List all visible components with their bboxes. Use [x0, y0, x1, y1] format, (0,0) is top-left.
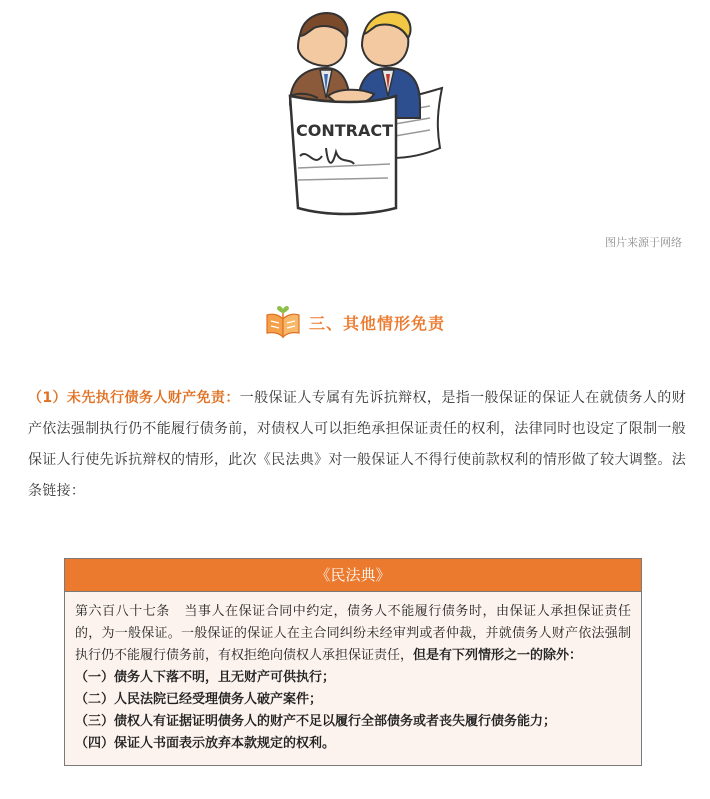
section-title-text: 三、其他情形免责: [308, 313, 445, 333]
article-text: 当事人在保证合同中约定，债务人不能履行债务时，由保证人承担保证责任的，为一般保证。一般保证的保证人在主合同纠纷未经审判或者仲裁，并就债务人财产依法强制执行仍不能履行债务前，有权拒绝向债权人承担保证责任，: [75, 604, 631, 663]
article-item-4: （四）保证人书面表示放弃本款规定的权利。: [75, 736, 336, 751]
article-item-1: （一）债务人下落不明，且无财产可供执行；: [75, 670, 336, 685]
law-citation-box: [64, 558, 642, 766]
contract-handshake-illustration: [270, 8, 450, 218]
article-item-3: （三）债权人有证据证明债务人的财产不足以履行全部债务或者丧失履行债务能力；: [75, 714, 557, 729]
paragraph-lead: （1）未先执行债务人财产免责：: [28, 390, 240, 406]
image-caption: 图片来源于网络: [605, 236, 682, 249]
open-book-icon: [265, 305, 301, 339]
article-item-2: （二）人民法院已经受理债务人破产案件；: [75, 692, 323, 707]
article-number: 第六百八十七条: [75, 604, 170, 619]
body-paragraph: [28, 383, 686, 507]
law-box-body: [65, 592, 641, 765]
contract-word: CONTRACT: [296, 121, 394, 140]
paragraph-body: 一般保证人专属有先诉抗辩权，是指一般保证的保证人在就债务人的财产依法强制执行仍不能履行债务前，对债权人可以拒绝承担保证责任的权利，法律同时也设定了限制一般保证人行使先诉抗辩权的情形，此次《民法典》对一般保证人不得行使前款权利的情形做了较大调整。法条链接：: [28, 390, 686, 499]
law-box-title: 《民法典》: [65, 559, 641, 592]
section-title: [0, 304, 710, 340]
article-bold-text: 但是有下列情形之一的除外：: [413, 648, 583, 663]
